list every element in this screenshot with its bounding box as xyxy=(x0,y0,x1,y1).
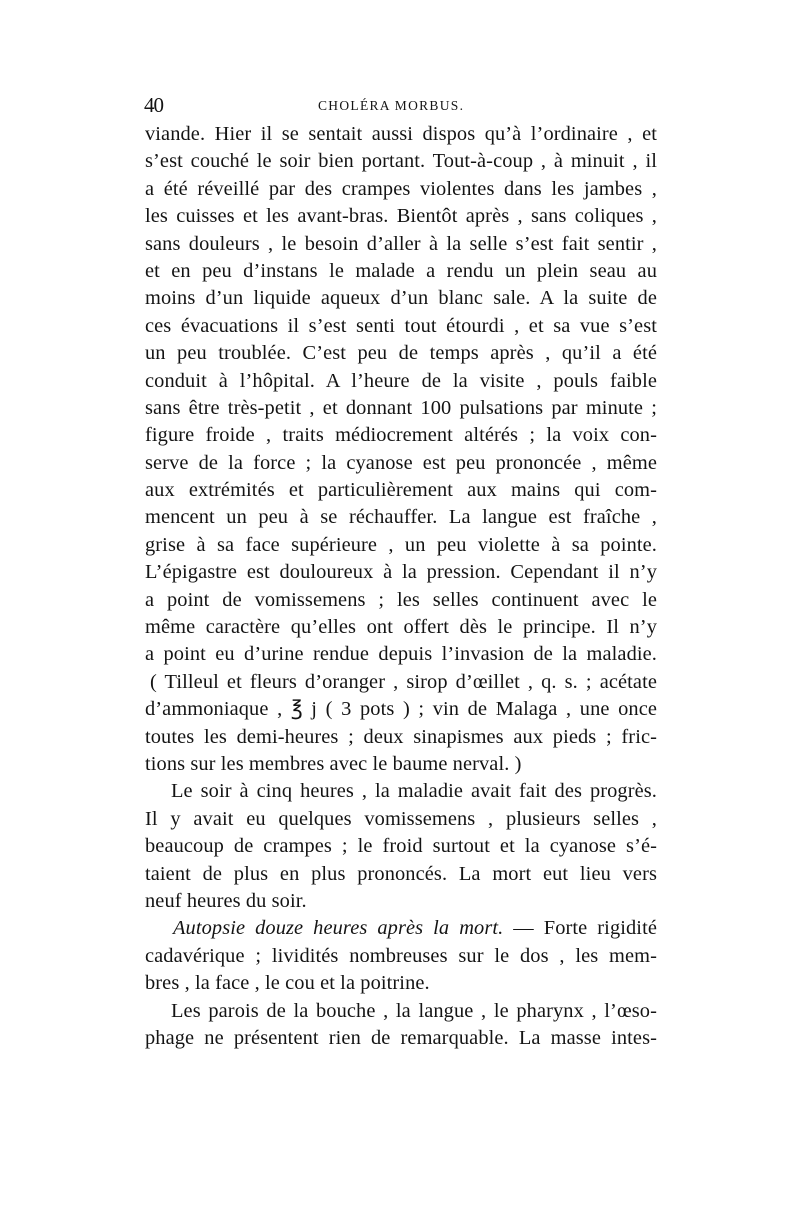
text-line: un peu troublée. C’est peu de temps après , qu’il a été xyxy=(145,342,657,365)
text-line: sans douleurs , le besoin d’aller à la selle s’est fait sentir , xyxy=(145,232,657,255)
autopsie-line xyxy=(145,915,657,942)
text-line: s’est couché le soir bien portant. Tout-à-coup , à minuit , il xyxy=(145,150,657,173)
text-line: phage ne présentent rien de remarquable. La masse intes- xyxy=(145,1026,657,1049)
text-line: ( Tilleul et fleurs d’oranger , sirop d’œillet , q. s. ; acétate xyxy=(150,670,657,693)
text-line: grise à sa face supérieure , un peu violette à sa pointe. xyxy=(145,533,657,556)
running-title: CHOLÉRA MORBUS. xyxy=(318,98,465,113)
text-line: L’épigastre est douloureux à la pression. Cependant il n’y xyxy=(145,561,657,584)
text-line: ces évacuations il s’est senti tout étourdi , et sa vue s’est xyxy=(145,314,657,337)
text-line: serve de la force ; la cyanose est peu prononcée , même xyxy=(145,451,657,474)
text-line: Il y avait eu quelques vomissemens , plusieurs selles , xyxy=(145,807,657,830)
text-line: moins d’un liquide aqueux d’un blanc sale. A la suite de xyxy=(145,287,657,310)
text-line: même caractère qu’elles ont offert dès le principe. Il n’y xyxy=(145,616,657,639)
text-line: Les parois de la bouche , la langue , le pharynx , l’œso- xyxy=(171,999,657,1022)
text-line: figure froide , traits médiocrement altérés ; la voix con- xyxy=(145,424,657,447)
page-number: 40 xyxy=(144,93,163,117)
text-line: a été réveillé par des crampes violentes dans les jambes , xyxy=(145,177,657,200)
text-line: mencent un peu à se réchauffer. La langue est fraîche , xyxy=(145,506,657,529)
text-line: Le soir à cinq heures , la maladie avait fait des progrès. xyxy=(171,780,657,803)
text-line: tions sur les membres avec le baume nerval. ) xyxy=(145,752,522,775)
autopsie-text: — Forte rigidité xyxy=(503,917,657,940)
text-line: cadavérique ; lividités nombreuses sur le dos , les mem- xyxy=(145,944,657,967)
text-line: sans être très-petit , et donnant 100 pulsations par minute ; xyxy=(145,396,657,419)
text-line: a point de vomissemens ; les selles continuent avec le xyxy=(145,588,657,611)
body-text xyxy=(145,121,657,1052)
running-head xyxy=(144,93,664,123)
text-line: bres , la face , le cou et la poitrine. xyxy=(145,972,430,995)
text-line: a point eu d’urine rendue depuis l’invasion de la maladie. xyxy=(145,643,657,666)
text-line: conduit à l’hôpital. A l’heure de la visite , pouls faible xyxy=(145,369,657,392)
text-line: d’ammoniaque , ℥ j ( 3 pots ) ; vin de Malaga , une once xyxy=(145,698,657,721)
text-line: et en peu d’instans le malade a rendu un plein seau au xyxy=(145,259,657,282)
text-line: toutes les demi-heures ; deux sinapismes aux pieds ; fric- xyxy=(145,725,657,748)
text-line: taient de plus en plus prononcés. La mort eut lieu vers xyxy=(145,862,657,885)
autopsie-heading: Autopsie douze heures après la mort. xyxy=(173,917,504,940)
text-line: beaucoup de crampes ; le froid surtout et la cyanose s’é- xyxy=(145,835,657,858)
text-line: aux extrémités et particulièrement aux mains qui com- xyxy=(145,479,657,502)
text-line: neuf heures du soir. xyxy=(145,889,307,912)
text-line: viande. Hier il se sentait aussi dispos qu’à l’ordinaire , et xyxy=(145,123,657,145)
text-line: les cuisses et les avant-bras. Bientôt après , sans coliques , xyxy=(145,205,657,228)
